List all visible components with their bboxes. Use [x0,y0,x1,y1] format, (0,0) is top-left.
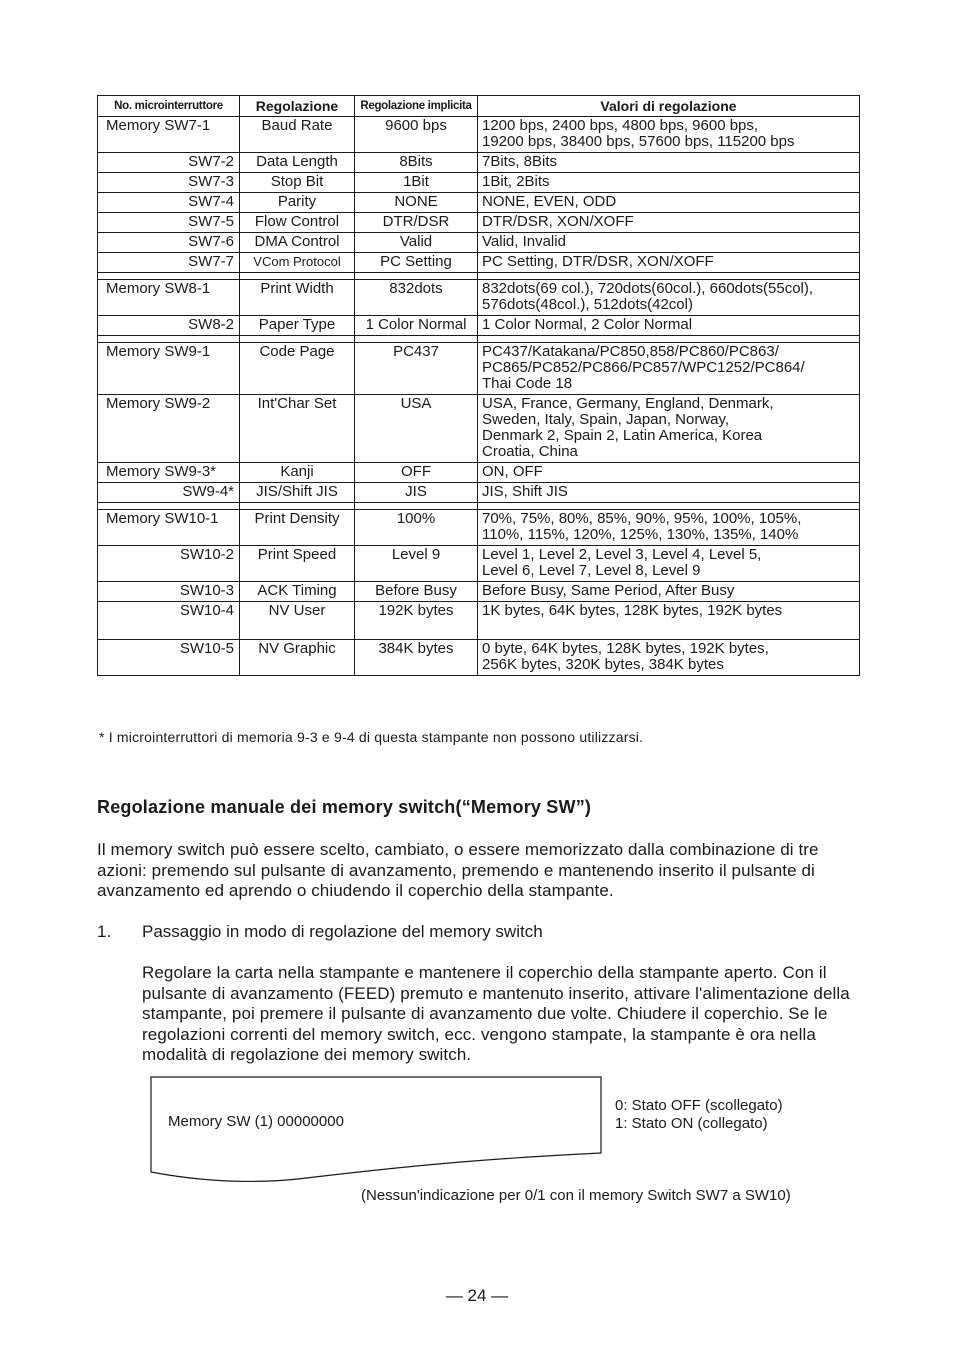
cell-values [478,316,860,336]
value-line: NONE, EVEN, ODD [482,193,617,210]
value-line: PC865/PC852/PC866/PC857/WPC1252/PC864/ [482,359,805,376]
group-separator-row [98,273,860,280]
cell-values [478,173,860,193]
group-separator-row [98,503,860,510]
receipt-printout [148,1075,604,1187]
cell-values [478,602,860,640]
cell-default: Before Busy [355,582,478,602]
separator-cell [355,503,478,510]
cell-switch-number: SW10-5 [98,640,240,676]
cell-default: USA [355,395,478,463]
table-row [98,253,860,273]
step-title: Passaggio in modo di regolazione del memory switch [142,922,543,941]
receipt-outline-shape [148,1075,604,1187]
table-row [98,316,860,336]
cell-setting: Print Width [240,280,355,316]
table-footnote: * I microinterruttori di memoria 9-3 e 9-4 di questa stampante non possono utilizzarsi. [99,729,644,745]
cell-default: NONE [355,193,478,213]
cell-values [478,582,860,602]
cell-default: 8Bits [355,153,478,173]
cell-switch-number: SW10-4 [98,602,240,640]
cell-setting: Code Page [240,343,355,395]
receipt-note: (Nessun'indicazione per 0/1 con il memory Switch SW7 a SW10) [361,1187,791,1204]
value-line: 7Bits, 8Bits [482,153,558,170]
value-line: Denmark 2, Spain 2, Latin America, Korea [482,427,763,444]
page-number: — 24 — [445,1286,509,1305]
value-line: JIS, Shift JIS [482,483,568,500]
cell-switch-number: Memory SW9-1 [98,343,240,395]
separator-cell [98,273,240,280]
cell-values [478,233,860,253]
cell-switch-number: SW9-4* [98,483,240,503]
cell-values [478,343,860,395]
cell-default: PC437 [355,343,478,395]
separator-cell [478,273,860,280]
cell-values [478,395,860,463]
table-row [98,213,860,233]
cell-switch-number: Memory SW8-1 [98,280,240,316]
cell-values [478,546,860,582]
value-line: 832dots(69 col.), 720dots(60col.), 660dots(55col), [482,280,814,297]
value-line: USA, France, Germany, England, Denmark, [482,395,774,412]
cell-setting: NV User [240,602,355,640]
table-row [98,153,860,173]
value-line: 1 Color Normal, 2 Color Normal [482,316,693,333]
value-line: Sweden, Italy, Spain, Japan, Norway, [482,411,730,428]
table-row [98,343,860,395]
header-default: Regolazione implicita [355,96,478,117]
separator-cell [240,336,355,343]
cell-setting: VCom Protocol [240,253,355,273]
cell-default: OFF [355,463,478,483]
cell-values [478,483,860,503]
legend-off: 0: Stato OFF (scollegato) [615,1097,783,1114]
separator-cell [355,336,478,343]
cell-switch-number: SW7-5 [98,213,240,233]
cell-switch-number: Memory SW9-3* [98,463,240,483]
table-row [98,173,860,193]
table-row [98,280,860,316]
value-line: Valid, Invalid [482,233,566,250]
cell-default: Valid [355,233,478,253]
value-line: PC Setting, DTR/DSR, XON/XOFF [482,253,714,270]
cell-setting: Print Speed [240,546,355,582]
table-body [98,117,860,676]
value-line: PC437/Katakana/PC850,858/PC860/PC863/ [482,343,779,360]
value-line: Croatia, China [482,443,578,460]
header-setting: Regolazione [240,96,355,117]
value-line: 256K bytes, 320K bytes, 384K bytes [482,656,724,673]
table-row [98,233,860,253]
cell-values [478,117,860,153]
cell-default: 9600 bps [355,117,478,153]
cell-switch-number: SW8-2 [98,316,240,336]
cell-switch-number: Memory SW7-1 [98,117,240,153]
value-line: 0 byte, 64K bytes, 128K bytes, 192K bytes, [482,640,769,657]
separator-cell [240,503,355,510]
step-number: 1. [97,922,112,941]
table-row [98,510,860,546]
cell-setting: DMA Control [240,233,355,253]
legend-on: 1: Stato ON (collegato) [615,1115,768,1132]
table-row [98,483,860,503]
value-line: 1K bytes, 64K bytes, 128K bytes, 192K bytes [482,602,783,619]
cell-values [478,280,860,316]
header-values: Valori di regolazione [478,96,860,117]
separator-cell [240,273,355,280]
cell-switch-number: SW10-2 [98,546,240,582]
table-row [98,602,860,640]
cell-default: 192K bytes [355,602,478,640]
cell-default: DTR/DSR [355,213,478,233]
cell-setting: Data Length [240,153,355,173]
separator-cell [478,336,860,343]
table-row [98,463,860,483]
cell-setting: Print Density [240,510,355,546]
memory-switch-table [97,95,860,676]
value-line: 1200 bps, 2400 bps, 4800 bps, 9600 bps, [482,117,759,134]
value-line: Level 1, Level 2, Level 3, Level 4, Level 5, [482,546,762,563]
value-line: Thai Code 18 [482,375,573,392]
value-line: 110%, 115%, 120%, 125%, 130%, 135%, 140% [482,526,799,543]
receipt-text: Memory SW (1) 00000000 [168,1113,344,1130]
receipt-legend [615,1097,783,1133]
separator-cell [355,273,478,280]
table-row [98,117,860,153]
cell-switch-number: SW7-3 [98,173,240,193]
step-body: Regolare la carta nella stampante e mantenere il coperchio della stampante aperto. Con il pulsante di avanzamento (FEED) premuto e mantenuto inserito, attivare l'alimentazione della stampante, poi premere il pulsante di avanzamento due volte. Chiudere il coperchio. Se le regolazioni correnti del memory switch, ecc. vengono stampate, la stampante è ora nella modalità di regolazione dei memory switch. [142,963,850,1064]
separator-cell [98,503,240,510]
cell-setting: ACK Timing [240,582,355,602]
cell-setting: Stop Bit [240,173,355,193]
cell-values [478,510,860,546]
table-row [98,193,860,213]
cell-values [478,253,860,273]
cell-default: 832dots [355,280,478,316]
value-line: DTR/DSR, XON/XOFF [482,213,634,230]
separator-cell [478,503,860,510]
table-row [98,582,860,602]
cell-default: JIS [355,483,478,503]
value-line: Level 6, Level 7, Level 8, Level 9 [482,562,701,579]
cell-switch-number: Memory SW9-2 [98,395,240,463]
cell-setting: Paper Type [240,316,355,336]
cell-setting: Baud Rate [240,117,355,153]
cell-setting: Kanji [240,463,355,483]
cell-default: 1Bit [355,173,478,193]
cell-default: Level 9 [355,546,478,582]
value-line: 576dots(48col.), 512dots(42col) [482,296,693,313]
cell-values [478,153,860,173]
value-line: 1Bit, 2Bits [482,173,550,190]
cell-setting: JIS/Shift JIS [240,483,355,503]
value-line: 70%, 75%, 80%, 85%, 90%, 95%, 100%, 105%, [482,510,802,527]
cell-switch-number: SW7-7 [98,253,240,273]
cell-setting: NV Graphic [240,640,355,676]
cell-values [478,463,860,483]
cell-default: 100% [355,510,478,546]
cell-switch-number: SW7-2 [98,153,240,173]
value-line: 19200 bps, 38400 bps, 57600 bps, 115200 bps [482,133,795,150]
cell-setting: Int'Char Set [240,395,355,463]
separator-cell [98,336,240,343]
cell-values [478,640,860,676]
cell-switch-number: SW7-6 [98,233,240,253]
cell-setting: Flow Control [240,213,355,233]
cell-values [478,193,860,213]
cell-switch-number: Memory SW10-1 [98,510,240,546]
table-row [98,395,860,463]
section-title: Regolazione manuale dei memory switch(“Memory SW”) [97,797,592,817]
value-line: ON, OFF [482,463,543,480]
cell-default: 384K bytes [355,640,478,676]
cell-switch-number: SW10-3 [98,582,240,602]
cell-values [478,213,860,233]
group-separator-row [98,336,860,343]
cell-default: 1 Color Normal [355,316,478,336]
header-switch-number: No. microinterruttore [98,96,240,117]
table-row [98,640,860,676]
table-row [98,546,860,582]
cell-default: PC Setting [355,253,478,273]
cell-switch-number: SW7-4 [98,193,240,213]
value-line: Before Busy, Same Period, After Busy [482,582,735,599]
table-header-row [98,96,860,117]
cell-setting: Parity [240,193,355,213]
intro-paragraph: Il memory switch può essere scelto, cambiato, o essere memorizzato dalla combinazione di tre azioni: premendo sul pulsante di avanzamento, premendo e mantenendo inserito il pulsante di avanzamento ed aprendo o chiudendo il coperchio della stampante. [97,840,819,900]
